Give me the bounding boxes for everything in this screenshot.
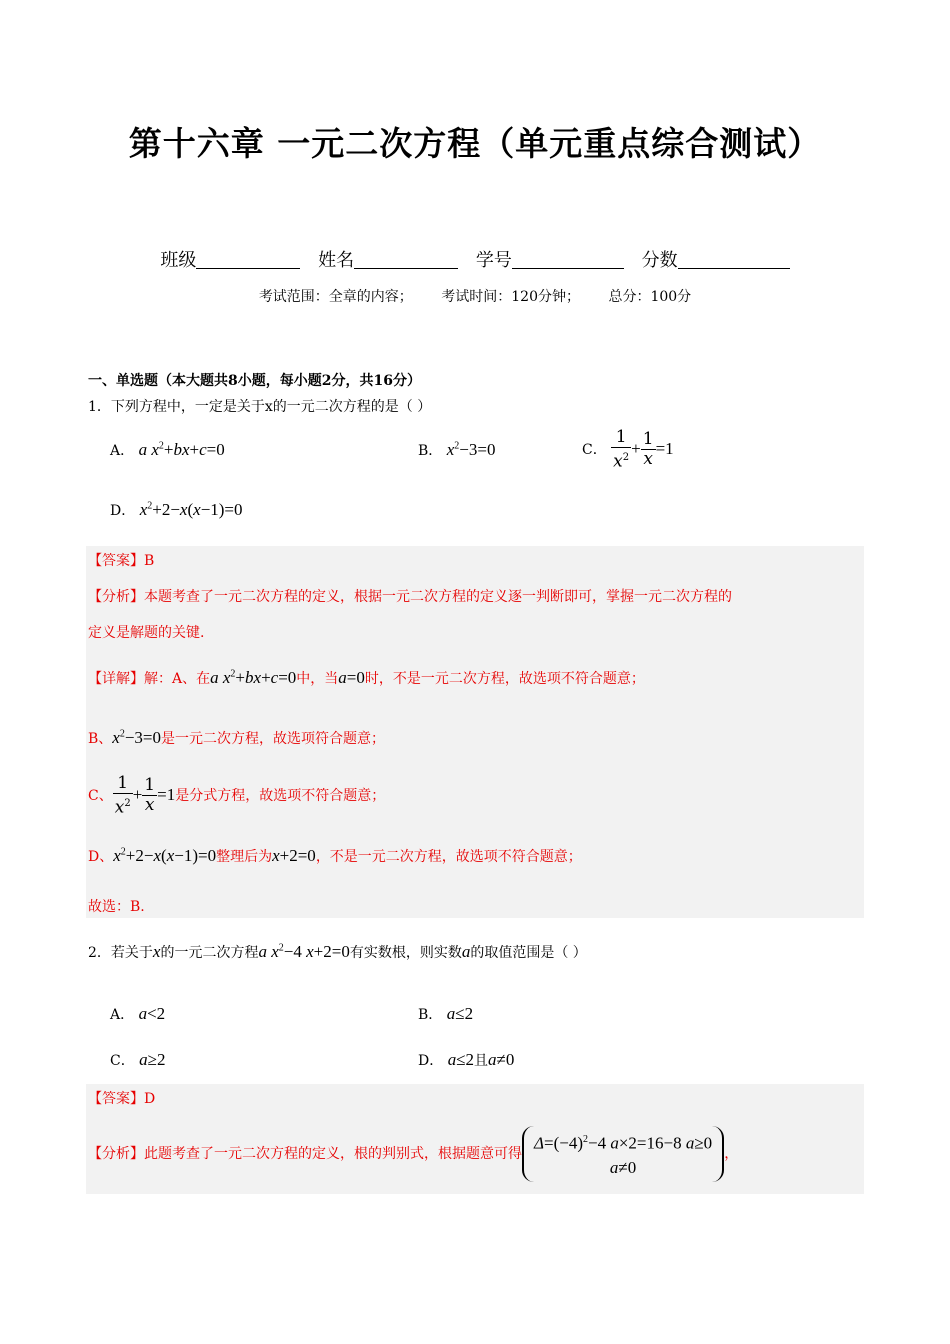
q1-analysis-line2: 定义是解题的关键. <box>88 625 205 641</box>
student-info-row <box>0 246 950 272</box>
q1-detail-c-text2: 是分式方程，故选项不符合题意； <box>175 787 386 804</box>
q2-analysis-tag: 【分析】 <box>88 1145 144 1162</box>
q1-analysis-tag: 【分析】 <box>88 589 144 605</box>
q2-option-b-label: B． <box>418 1007 443 1023</box>
q1-analysis-text1: 本题考查了一元二次方程的定义，根据一元二次方程的定义逐一判断即可，掌握一元二次方程的 <box>144 589 732 605</box>
id-blank <box>512 250 624 269</box>
q2-option-c-label: C． <box>110 1053 135 1069</box>
q2-analysis <box>88 1126 738 1182</box>
q1-detail-a-text3: 时，不是一元二次方程，故选项不符合题意； <box>364 671 645 687</box>
q1-detail-tag: 【详解】 <box>88 671 144 687</box>
q2-trailing-comma: ， <box>724 1145 739 1162</box>
q1-detail-b-text2: 是一元二次方程，故选项符合题意； <box>161 731 386 747</box>
q2-stem-text2: 的一元二次方程 <box>160 945 259 961</box>
q1-option-d <box>110 500 243 520</box>
exam-info <box>0 286 950 306</box>
q1-option-d-math: $x^2+2-x(x-1)=0$ <box>139 500 243 519</box>
q1-detail-b-text1: B、 <box>88 731 113 747</box>
q2-option-d-and: 且 <box>474 1053 489 1069</box>
q1-option-c-label: C． <box>582 441 607 458</box>
q2-stem: 2．若关于x的一元二次方程a $x^2-4$ x+2=0有实数根，则实数a的取值范围是（ ） <box>88 942 587 961</box>
q1-detail-d-text3: ，不是一元二次方程，故选项不符合题意； <box>315 849 582 865</box>
page-title: 第十六章 一元二次方程（单元重点综合测试） <box>128 124 822 163</box>
exam-scope: 考试范围：全章的内容； <box>258 289 413 305</box>
q1-option-c: C． $\frac{1}{x^2}$ + $\frac{1}{x}$ =1 <box>582 427 674 472</box>
q1-detail-d-text2: 整理后为 <box>216 849 273 865</box>
q1-option-b <box>418 440 495 460</box>
q1-option-b-label: B． <box>418 443 443 459</box>
q1-detail-a-text2: 中，当 <box>296 671 339 687</box>
q1-detail-c-text1: C、 <box>88 787 113 804</box>
q2-option-a: A． a<2 <box>110 1004 166 1023</box>
q2-option-d-label: D． <box>418 1053 444 1069</box>
q2-stem-text1: 2．若关于 <box>88 945 153 961</box>
q2-option-a-label: A． <box>110 1007 135 1023</box>
q2-system-of-inequalities: $\Delta=(-4)^2-4$ a×2=16−8 a≥0 a≠0 <box>522 1126 724 1182</box>
q1-option-c-frac1: $\frac{1}{x^2}$ <box>613 427 630 472</box>
q1-detail-b: B、$x^2-3=0$是一元二次方程，故选项符合题意； <box>88 728 386 747</box>
q2-stem-text4: 的取值范围是（ ） <box>470 945 587 961</box>
q1-stem: 1．下列方程中，一定是关于x的一元二次方程的是（ ） <box>88 399 432 415</box>
q2-answer: 【答案】D <box>88 1091 156 1107</box>
q1-option-d-label: D． <box>110 503 136 519</box>
id-label: 学号 <box>475 250 512 271</box>
q2-option-c: C． a≥2 <box>110 1050 166 1069</box>
q2-option-d: D． a≤2且a≠0 <box>418 1050 515 1069</box>
q1-option-a <box>110 440 225 460</box>
class-blank <box>196 250 300 269</box>
q1-option-a-math: a $x^2+bx+c=0$ <box>138 440 225 459</box>
score-label: 分数 <box>641 250 678 271</box>
exam-total: 总分：100分 <box>608 289 692 305</box>
q1-detail-a-text1: 解：A、在 <box>144 671 211 687</box>
q2-option-b: B． a≤2 <box>418 1004 474 1023</box>
q1-option-c-frac2: $\frac{1}{x}$ <box>642 429 654 470</box>
q1-option-b-math: $x^2-3=0$ <box>446 440 496 459</box>
q1-detail-d: D、$x^2+2-x(x-1)=0$整理后为x+2=0，不是一元二次方程，故选项不符合题意； <box>88 846 582 865</box>
exam-time: 考试时间：120分钟； <box>441 289 580 305</box>
q1-detail-a: 【详解】解：A、在a $x^2+bx+c=0$中，当a=0时，不是一元二次方程，故选项不符合题意； <box>88 668 645 687</box>
score-blank <box>678 250 790 269</box>
q1-analysis-line1 <box>88 586 732 606</box>
name-label: 姓名 <box>318 250 355 271</box>
q2-stem-text3: 有实数根，则实数 <box>349 945 462 961</box>
section-heading: 一、单选题（本大题共8小题，每小题2分，共16分） <box>88 373 421 389</box>
name-blank <box>354 250 458 269</box>
q2-analysis-text: 此题考查了一元二次方程的定义，根的判别式，根据题意可得 <box>144 1145 522 1162</box>
q1-detail-d-text1: D、 <box>88 849 114 865</box>
q1-detail-c: C、 $\frac{1}{x^2}$ + $\frac{1}{x}$ =1是分式方程，故选项不符合题意； <box>88 773 386 818</box>
class-label: 班级 <box>160 250 197 271</box>
q1-option-a-label: A． <box>110 443 135 459</box>
q1-answer: 【答案】B <box>88 553 155 569</box>
q1-conclusion: 故选：B. <box>88 899 145 915</box>
